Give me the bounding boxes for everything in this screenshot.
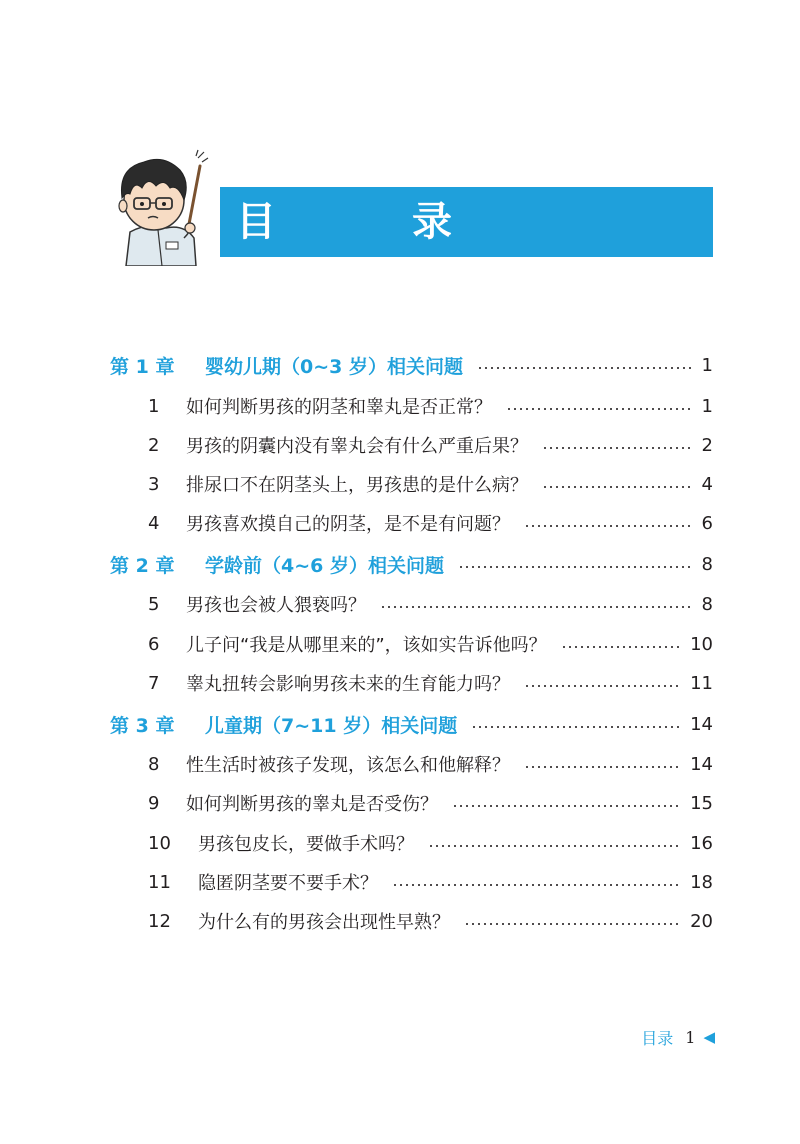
toc-entry-row[interactable]: [148, 391, 713, 421]
toc-entry-row[interactable]: [148, 508, 713, 538]
toc-page-number: 8: [701, 553, 713, 575]
left-triangle-icon: ◀: [703, 1028, 715, 1046]
toc-page-number: 16: [690, 832, 713, 854]
toc-entry-row[interactable]: [148, 906, 713, 936]
toc-entry-row[interactable]: [148, 788, 713, 818]
dot-leader: [524, 525, 692, 527]
toc-page-number: 10: [690, 633, 713, 655]
toc-page-number: 6: [701, 512, 713, 534]
entry-number: 8: [148, 753, 160, 775]
toc-entry-row[interactable]: [148, 629, 713, 659]
footer-section-label: 目录: [641, 1028, 674, 1048]
dot-leader: [471, 726, 680, 728]
chapter-number: 第 3 章: [110, 714, 175, 737]
entry-title: 男孩包皮长，要做手术吗？: [198, 834, 414, 855]
toc-page-number: 2: [701, 434, 713, 456]
toc-page-number: 15: [690, 792, 713, 814]
title-banner: [220, 187, 713, 257]
entry-title: 性生活时被孩子发现，该怎么和他解释？: [186, 755, 510, 776]
chapter-title: 婴幼儿期（0~3 岁）相关问题: [205, 355, 463, 378]
teacher-mascot-illustration: [108, 148, 220, 266]
toc-chapter-row[interactable]: [110, 350, 713, 380]
entry-number: 7: [148, 672, 160, 694]
toc-page-number: 11: [690, 672, 713, 694]
entry-title: 如何判断男孩的睾丸是否受伤？: [186, 794, 438, 815]
toc-entry-row[interactable]: [148, 430, 713, 460]
toc-entry-row[interactable]: [148, 867, 713, 897]
dot-leader: [506, 408, 692, 410]
entry-title: 男孩也会被人猥亵吗？: [186, 595, 366, 616]
entry-title: 儿子问“我是从哪里来的”，该如实告诉他吗？: [186, 635, 547, 656]
dot-leader: [458, 566, 692, 568]
chapter-number: 第 2 章: [110, 554, 175, 577]
entry-number: 5: [148, 593, 160, 615]
entry-title: 睾丸扭转会影响男孩未来的生育能力吗？: [186, 674, 510, 695]
dot-leader: [542, 486, 692, 488]
page-footer: [620, 1024, 715, 1050]
dot-leader: [542, 447, 692, 449]
entry-number: 1: [148, 395, 160, 417]
entry-number: 6: [148, 633, 160, 655]
dot-leader: [477, 367, 692, 369]
dot-leader: [428, 845, 680, 847]
entry-title: 男孩喜欢摸自己的阴茎，是不是有问题？: [186, 514, 510, 535]
toc-entry-row[interactable]: [148, 589, 713, 619]
entry-number: 2: [148, 434, 160, 456]
page-number: 1: [685, 1027, 696, 1047]
toc-page-number: 1: [701, 354, 713, 376]
dot-leader: [452, 805, 680, 807]
toc-entry-row[interactable]: [148, 749, 713, 779]
toc-page-number: 18: [690, 871, 713, 893]
dot-leader: [392, 884, 680, 886]
entry-title: 如何判断男孩的阴茎和睾丸是否正常？: [186, 397, 492, 418]
dot-leader: [524, 685, 680, 687]
toc-page-number: 14: [690, 753, 713, 775]
entry-title: 男孩的阴囊内没有睾丸会有什么严重后果？: [186, 436, 528, 457]
chapter-title: 儿童期（7~11 岁）相关问题: [205, 714, 458, 737]
chapter-title: 学龄前（4~6 岁）相关问题: [205, 554, 444, 577]
dot-leader: [524, 766, 680, 768]
toc-page-number: 14: [690, 713, 713, 735]
toc-entry-row[interactable]: [148, 828, 713, 858]
toc-page-number: 8: [701, 593, 713, 615]
dot-leader: [380, 606, 692, 608]
entry-title: 排尿口不在阴茎头上，男孩患的是什么病？: [186, 475, 528, 496]
entry-number: 3: [148, 473, 160, 495]
toc-page-number: 4: [701, 473, 713, 495]
entry-number: 11: [148, 871, 171, 893]
entry-number: 12: [148, 910, 171, 932]
toc-chapter-row[interactable]: [110, 709, 713, 739]
page-title: 目 录: [236, 199, 500, 245]
entry-title: 为什么有的男孩会出现性早熟？: [198, 912, 450, 933]
entry-number: 10: [148, 832, 171, 854]
dot-leader: [561, 646, 680, 648]
toc-entry-row[interactable]: [148, 668, 713, 698]
toc-chapter-row[interactable]: [110, 549, 713, 579]
toc-entry-row[interactable]: [148, 469, 713, 499]
entry-number: 4: [148, 512, 160, 534]
chapter-number: 第 1 章: [110, 355, 175, 378]
dot-leader: [464, 923, 680, 925]
entry-title: 隐匿阴茎要不要手术？: [198, 873, 378, 894]
entry-number: 9: [148, 792, 160, 814]
toc-page-number: 1: [701, 395, 713, 417]
toc-page-number: 20: [690, 910, 713, 932]
